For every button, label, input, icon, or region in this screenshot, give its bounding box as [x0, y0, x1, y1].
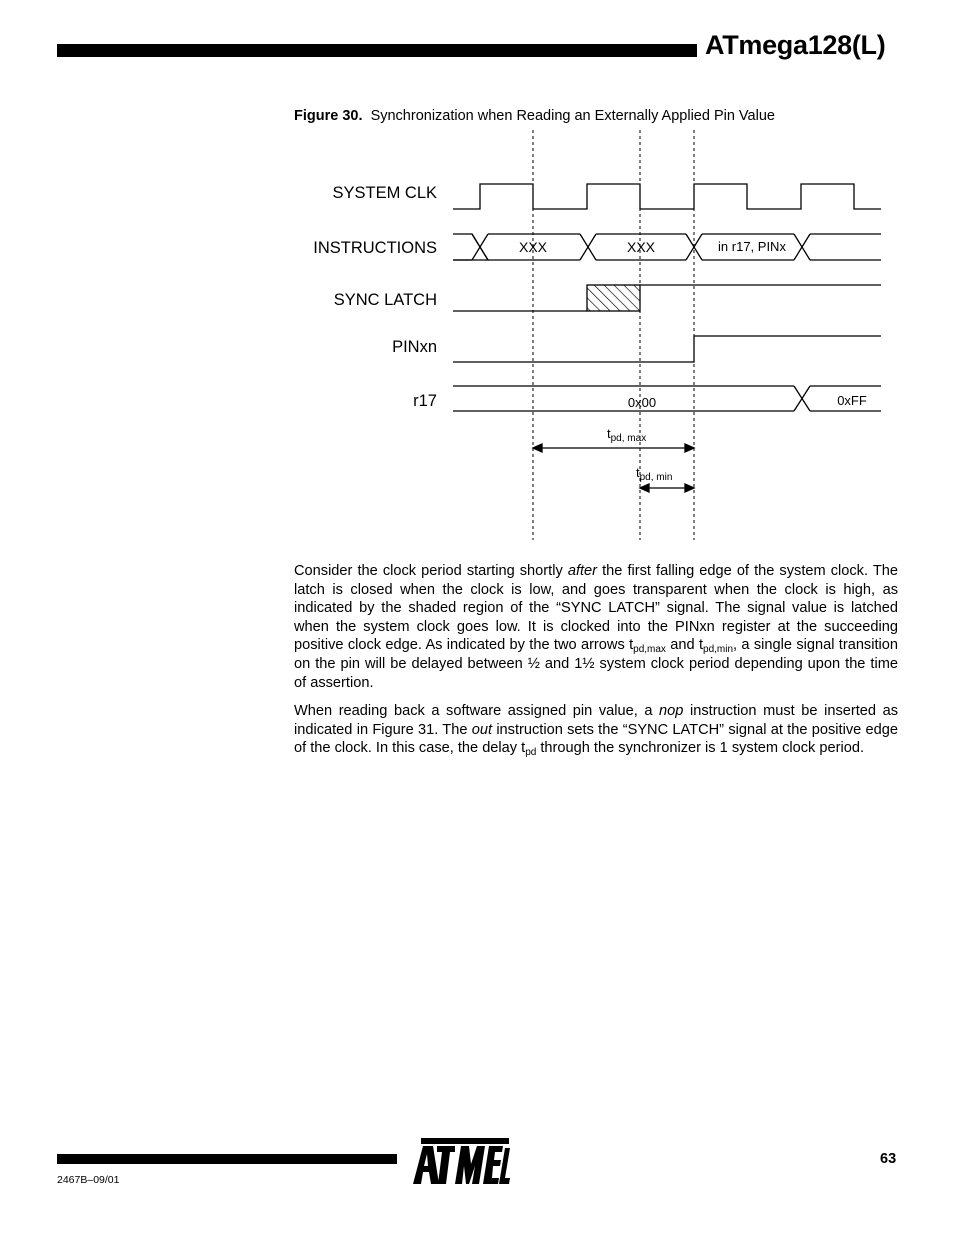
label-sync-latch: SYNC LATCH [333, 291, 437, 309]
document-title: ATmega128(L) [705, 30, 886, 60]
document-code: 2467B–09/01 [57, 1174, 120, 1186]
r17-value-after: 0xFF [837, 393, 867, 408]
sync-latch-waveform [453, 285, 881, 311]
atmel-logo-icon [411, 1136, 511, 1186]
header-rule [57, 44, 697, 57]
label-pinxn: PINxn [392, 338, 437, 356]
page-number: 63 [880, 1151, 897, 1167]
tpd-min-arrow [640, 484, 694, 492]
sync-latch-shaded-region [587, 285, 640, 311]
r17-value-before: 0x00 [627, 395, 657, 410]
figure-caption-text: Synchronization when Reading an Externally Applied Pin Value [370, 108, 775, 124]
instr-value-2: XXX [626, 239, 656, 255]
paragraph-2: When reading back a software assigned pin value, a nop instruction must be inserted as indicated in Figure 31. The out instruction sets the “SYNC LATCH” signal at the positive edge of the clock. In this case, the delay $t_{pd}$ through the synchronizer is 1 system clock period. [294, 703, 898, 759]
label-instructions: INSTRUCTIONS [313, 239, 437, 257]
tpd-min-label: $t_{pd, min}$ [636, 465, 673, 483]
r17-bus [453, 386, 881, 411]
timing-diagram [300, 130, 900, 545]
paragraph-1: Consider the clock period starting shortly after the first falling edge of the system clock. The latch is closed when the clock is low, and goes transparent when the clock is high, as indicated by the shaded region of the “SYNC LATCH” signal. The signal value is latched when the system clock goes low. It is clocked into the PINxn register at the succeeding positive clock edge. As indicated by the two arrows $t_{pd,max}$ and $t_{pd,min}$, a single signal transition on the pin will be delayed between ½ and 1½ system clock period depending upon the time of assertion. [294, 563, 899, 691]
instr-value-3: in r17, PINx [718, 239, 786, 254]
figure-caption [294, 108, 775, 124]
label-r17: r17 [413, 392, 437, 410]
pinxn-waveform [453, 336, 881, 362]
footer-rule [57, 1154, 397, 1164]
tpd-max-arrow [533, 444, 694, 452]
instr-value-1: XXX [518, 239, 548, 255]
tpd-max-label: $t_{pd, max}$ [607, 426, 647, 444]
instructions-bus [453, 234, 881, 260]
figure-label: Figure 30. [294, 108, 363, 124]
system-clk-waveform [453, 184, 881, 209]
label-system-clk: SYSTEM CLK [332, 184, 437, 202]
